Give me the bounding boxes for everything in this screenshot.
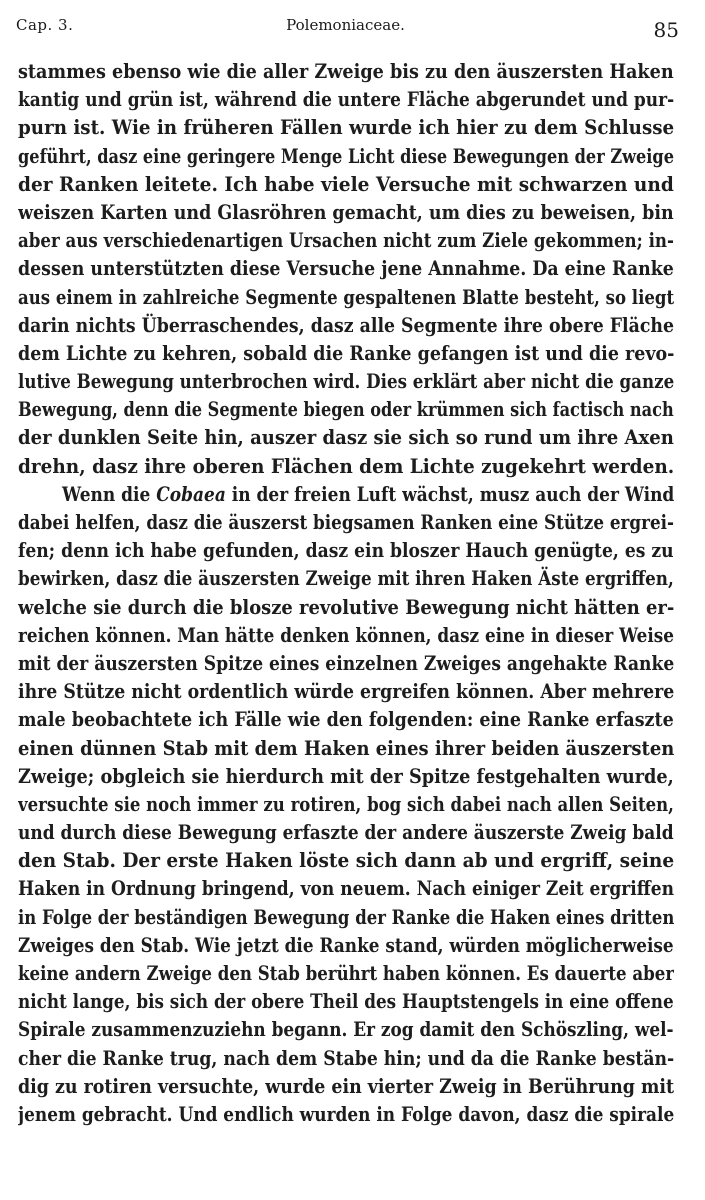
- text-line: kantig und grün ist, während die untere Fläche abgerundet und pur-: [18, 88, 674, 112]
- text-line: Zweige; obgleich sie hierdurch mit der Spitze festgehalten wurde,: [18, 764, 674, 788]
- text-line: weiszen Karten und Glasröhren gemacht, um dies zu beweisen, bin: [18, 200, 674, 224]
- running-header: [16, 14, 679, 44]
- text-line: lutive Bewegung unterbrochen wird. Dies erklärt aber nicht die ganze: [18, 370, 674, 394]
- text-line: [18, 481, 674, 509]
- text-line: einen dünnen Stab mit dem Haken eines ihrer beiden äuszersten: [18, 736, 674, 760]
- text-line: mit der äuszersten Spitze eines einzelnen Zweiges angehakte Ranke: [18, 651, 674, 675]
- italic-term: Cobaea: [156, 482, 226, 506]
- text-line: jenem gebracht. Und endlich wurden in Folge davon, dasz die spirale: [18, 1102, 674, 1126]
- paragraph-2: [18, 481, 674, 1129]
- text-line: Bewegung, denn die Segmente biegen oder krümmen sich factisch nach: [18, 398, 674, 422]
- text-line: den Stab. Der erste Haken löste sich dann ab und ergriff, seine: [18, 849, 674, 873]
- chapter-label: Cap. 3.: [16, 16, 74, 34]
- text-line: der dunklen Seite hin, auszer dasz sie sich so rund um ihre Axen: [18, 426, 674, 450]
- text-line: reichen können. Man hätte denken können, dasz eine in dieser Weise: [18, 623, 674, 647]
- text-line: stammes ebenso wie die aller Zweige bis zu den äuszersten Haken: [18, 60, 674, 83]
- text-line: dabei helfen, dasz die äuszerst biegsamen Ranken eine Stütze ergrei-: [18, 511, 674, 534]
- text-line: drehn, dasz ihre oberen Flächen dem Lichte zugekehrt werden.: [18, 454, 674, 478]
- text-line: ihre Stütze nicht ordentlich würde ergreifen können. Aber mehrere: [18, 680, 674, 704]
- text-line: male beobachtete ich Fälle wie den folgenden: eine Ranke erfaszte: [18, 708, 674, 732]
- text-line: welche sie durch die blosze revolutive Bewegung nicht hätten er-: [18, 595, 674, 619]
- text-line: cher die Ranke trug, nach dem Stabe hin; und da die Ranke bestän-: [18, 1046, 674, 1070]
- text-line: und durch diese Bewegung erfaszte der andere äuszerste Zweig bald: [18, 821, 674, 845]
- text-line: dessen unterstützten diese Versuche jene Annahme. Da eine Ranke: [18, 257, 674, 281]
- text-line: Zweiges den Stab. Wie jetzt die Ranke stand, würden möglicherweise: [18, 933, 674, 957]
- paragraph-1: [18, 58, 674, 481]
- text-line: dig zu rotiren versuchte, wurde ein vierter Zweig in Berührung mit: [18, 1074, 674, 1098]
- text-line: geführt, dasz eine geringere Menge Licht diese Bewegungen der Zweige: [18, 144, 674, 168]
- page-number: 85: [653, 18, 679, 42]
- text-line: fen; denn ich habe gefunden, dasz ein bloszer Hauch genügte, es zu: [18, 539, 674, 563]
- text-line: purn ist. Wie in früheren Fällen wurde ich hier zu dem Schlusse: [18, 116, 674, 140]
- text-fragment: Wenn die: [62, 482, 157, 506]
- text-line: der Ranken leitete. Ich habe viele Versuche mit schwarzen und: [18, 172, 674, 196]
- text-line: darin nichts Überraschendes, dasz alle Segmente ihre obere Fläche: [18, 313, 674, 337]
- running-title: Polemoniaceae.: [286, 16, 405, 34]
- text-line: bewirken, dasz die äuszersten Zweige mit ihren Haken Äste ergriffen,: [18, 567, 674, 591]
- text-line: Spirale zusammenzuziehn begann. Er zog damit den Schöszling, wel-: [18, 1018, 674, 1042]
- text-line: keine andern Zweige den Stab berührt haben können. Es dauerte aber: [18, 962, 674, 985]
- text-fragment: in der freien Luft wächst, musz auch der Wind: [225, 482, 674, 506]
- text-line: nicht lange, bis sich der obere Theil des Hauptstengels in eine offene: [18, 990, 674, 1014]
- text-line: versuchte sie noch immer zu rotiren, bog sich dabei nach allen Seiten,: [18, 792, 674, 816]
- body-text: [18, 58, 674, 1129]
- text-line: aber aus verschiedenartigen Ursachen nicht zum Ziele gekommen; in-: [18, 229, 674, 253]
- text-line: dem Lichte zu kehren, sobald die Ranke gefangen ist und die revo-: [18, 341, 674, 365]
- text-line: aus einem in zahlreiche Segmente gespaltenen Blatte besteht, so liegt: [18, 285, 674, 309]
- text-line: in Folge der beständigen Bewegung der Ranke die Haken eines dritten: [18, 905, 674, 929]
- text-line: Haken in Ordnung bringend, von neuem. Nach einiger Zeit ergriffen: [18, 877, 674, 901]
